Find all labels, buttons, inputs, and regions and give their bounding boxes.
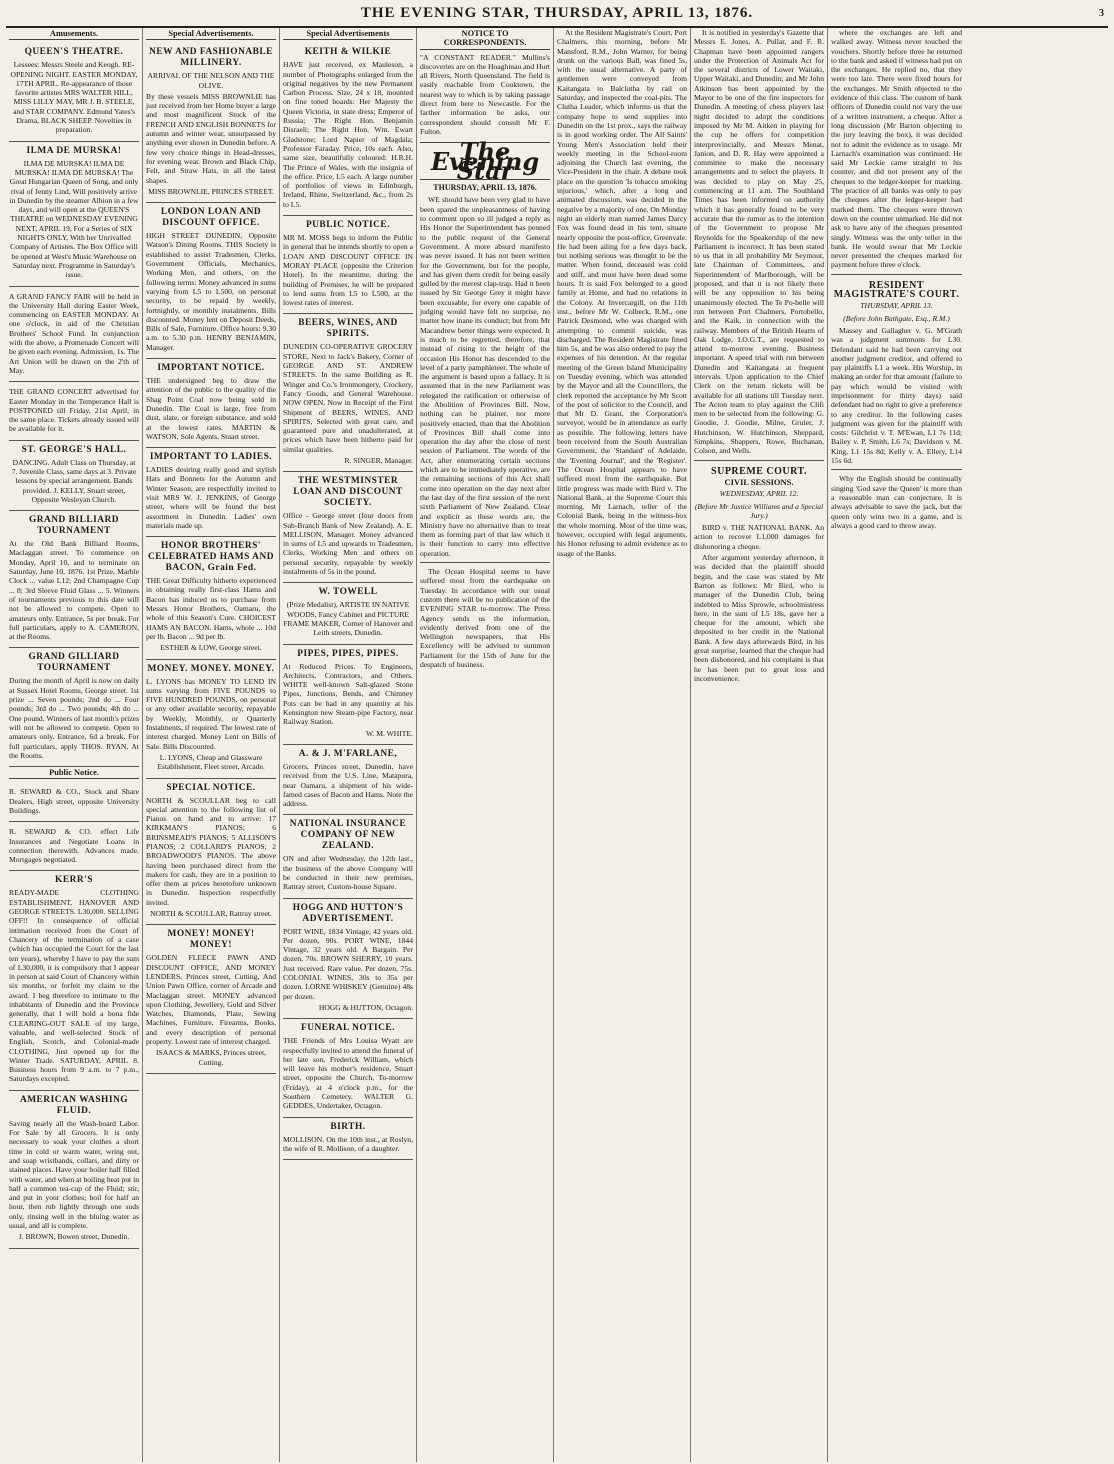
rm-court-report (831, 326, 962, 465)
article-body: Massey and Gallagher v. G. M'Grath was a judgment summons for L30. Defendant said he had been carrying out another judgment creditor, and offered to pay plaintiffs L1 a week. His Worship, in making an order for that amount (failure to pay which would be visited with imprisonment for thirty days) said defendant had no right to give a preference to any creditor. In the following cases judgment was given for the plaintiff with costs: Gilchrist v. T. M'Ewan, L1 7s 11d; Bailey v. P. Smith, L6 7s; Davidson v. M. King, L1 15s 8d; Kelly v. A. Ellery, L14 15s 6d. (831, 325, 962, 466)
article-body: It is notified in yesterday's Gazette that Messrs E. Jones, A. Pullar, and F. R. Chapman have been appointed rangers under the Protection of Animals Act for the several districts of Lower Waitaki, Upper Waitaki, and Dunedin; and Mr John Atkinson has been appointed by the Mayor to be one of the fire inspectors for Dunedin. A meeting of chess players last night decided to adopt the conditions imposed by Mr M. Aitken in playing for the cup he offers for competition interprovincially, and Messrs Menat, Janion, and D. R. Hay were appointed a committee to make the necessary arrangements and to select the players. It was decided to play on May 25, commencing at 11 a.m. The Southland Times has been informed on authority which it has generally found to be very accurate that the rumor as to the intention of the Government to propose Mr Reynolds for the Speakership of the new Parliament is incorrect. It has been stated to us that in all probability Mr Seymour, late Chairman of Committees, and Superintendent of Marlborough, will be proposed, and that it is not likely there will be any opposition to his being unanimously elected. The Te Po-belle will run between Port Chalmers, Portobello, and the Kaik, in connection with the railway. Members of the British Hearts of Oak Lodge, I.O.G.T., are requested to attend to-morrow evening. Business important. A speed trial with run between Dunedin and Kaitangata at frequent intervals. Upon application to the Chief Clerk on the return tickets will be available for all stations till Tuesday next. The Acton team to play against the Clifi men to be selected from the following: G. Goodie, J. Goodie, Milne, Gruler, J. Hutchinson, W. Hutchinson, Sheppard, Simpkins, Shappers, Rowe, Buchanan, Colson, and Wells. (694, 28, 824, 456)
ad-title: MONEY! MONEY! MONEY! (167, 929, 255, 951)
concert-ad (9, 382, 139, 440)
towell-ad (283, 583, 413, 644)
ad-body: MR M. MOSS begs to inform the Public in general that he intends shortly to open a LOAN AND DISCOUNT OFFICE IN MORAY PLACE (opposite the Criterion Hotel). In the meantime, during the building of Premises, he will be prepared to lend sums from L5 to L500, at the lowest rates of interest. (283, 233, 413, 308)
mfarlane-ad (283, 745, 413, 815)
masthead (6, 4, 1108, 28)
kerr-ad (9, 871, 139, 1090)
ladies-ad (146, 448, 276, 537)
ad-body: Grocers, Princes street, Dunedin, have received from the U.S. Line, Matapura, near Oamaru, a shipment of his wide-famed cases of Bacon and Hams. Note the address. (283, 761, 413, 809)
westminster-ad (283, 472, 413, 583)
column-4 (417, 28, 554, 1462)
st-georges-ad (9, 441, 139, 511)
local-news (694, 28, 824, 456)
ad-title: QUEEN'S THEATRE. (24, 47, 124, 58)
ad-sign: ISAACS & MARKS, Princes street, Cutting. (155, 1048, 267, 1067)
piano-ad (146, 779, 276, 926)
ad-sign: L. LYONS, Cheap and Glassware Establishment, Fleet street, Arcade. (157, 752, 265, 772)
section-title: SUPREME COURT. (711, 465, 807, 477)
ad-subtitle: ARRIVAL OF THE NELSON AND THE OLIVE. (147, 71, 275, 90)
birth-notice (283, 1118, 413, 1161)
masthead-title: THE EVENING STAR, THURSDAY, APRIL 13, 1876. (360, 5, 754, 21)
divider (420, 562, 550, 563)
ad-body: R. SEWARD & CO. effect Life Insurances and Negotiate Loans in connection therewith. Advances made. Mortgages negotiated. (9, 827, 139, 865)
seward-ad-2 (9, 822, 139, 871)
column-1 (6, 28, 143, 1462)
article-body: Why the English should be continually singing 'God save the Queen' is more than a reasonable man can conjecture. It is always advisable to save the jack, but the queen only wins two in a game, and is always a good card to throw away. (831, 474, 962, 530)
ad-title: LONDON LOAN AND DISCOUNT OFFICE. (160, 207, 262, 229)
ad-body: THE GRAND CONCERT advertised for Easter Monday in the Temperance Hall is POSTPONED till Friday, 21st April, in the same place. Tickets already issued will be available for it. (9, 387, 139, 434)
local-news (557, 28, 687, 558)
ad-body: R. SEWARD & CO., Stock and Share Dealers, High street, opposite University Buildings. (9, 787, 139, 815)
ad-title: KERR'S (55, 875, 93, 886)
hogg-hutton-ad (283, 899, 413, 1020)
article-body: At the Resident Magistrate's Court, Port Chalmers, this morning, before Mr Mansford, R.M., John Warner, for being drunk on the various Ball, was fined 5s, with the usual alternative. A party of gentlemen were conveyed from Kaitangata to Balclutha by rail on Saturday, and inspected the coal-pits. The Clutha Leader, which informs us that the company hope to send supplies into Dunedin on the 1st prox., says the railway is in good working order. The All Saints' Young Men's Association held their weekly meeting in the School-room adjoining the Church last evening, the Vice-President in the chair. A debate took place on the question 'Is tobacco smoking injurious,' which, after a long and animated discussion, was decided in the negative by a majority of one. On Monday night an elderly man named James Darcy Fox was found dead in his tent, situate nearly opposite the post-office, Greenvale. He had been ailing for a few days back, but nothing serious was thought to be the matter. When found, deceased was cold and stiff, and must have been dead some hours. It is said Fox belonged to a good family at Home, and had no relations in the Colony. At Invercargill, on the 11th inst., before Mr W. Colbeck, R.M., one Patrick Desmond, who was charged with attempting to commit suicide, was discharged. The Resident Magistrate fined him 5s, and he was also ordered to pay the expenses of his detention. At the regular meeting of the Green Island Municipality on Tuesday evening, which was attended by the Mayor and all the Councillors, the clerk reported the acceptance by Mr Scott of the post of solicitor to the Council, and that Mr D. Grant, the Corporation's surveyor, would be in attendance as early as possible. The following letters have been received from the South Australian Government, the 'Standard' of Adelaide, the 'Evening Journal', and the 'Register'. The Ocean Hospital appears to have suffered most from the earthquake. But little progress was made with Bird v. The National Bank, at the Supreme Court this morning. Mr Larnach, teller of the Colonial Bank, being in the witness-box the whole morning. Most of the time was, however, occupied with legal arguments, his Honor refusing to admit evidence as to usage of the Banks. (557, 28, 687, 558)
ad-title: NATIONAL INSURANCE COMPANY OF NEW ZEALAND. (289, 819, 407, 852)
page-number: 3 (1099, 8, 1104, 19)
session-judge: (Before Mr Justice Williams and a Special Jury.) (694, 501, 824, 520)
article-body: WE should have been very glad to have been spared the unpleasantness of having to comment upon so ill judged a reply as His Honor the Superintendent has penned to the public request of the General Government. A more absurd manifesto was never issued. It has not been written for the Government, but for the people, and has given them credit for being easily gulled by the merest clap-trap. Had it been issued by Sir George Grey it might have been excusable, for every one capable of judging would have felt no surprise, no matter how inane its conduct; but from Mr Macandrew better things were expected. It is much to be regretted, therefore, that instead of rising to the height of the occasion His Honor has descended to the level of a party pamphleteer. The whole of the argument is based upon a fallacy. It is assumed that in the new Parliament was relegated the ratification or otherwise of the Abolition of Provinces Bill. Now, nothing can be plainer, nor more positively enacted, than that the Abolition of Provinces Bill shall come into operation the day after the close of next session of Parliament. The words of the Act, after enumerating certain sections which are to be immediately operative, are the remaining sections of this Act shall come into operation on the day next after the last day of the first session of the next sixth Parliament of New Zealand. Clear and explicit as these words are, the Ministry have no alternative than to treat them as forming part of that law which it is their function to carry into effective operation. (420, 195, 550, 558)
leader-article (420, 195, 550, 669)
ad-title: IMPORTANT TO LADIES. (149, 452, 273, 463)
ad-body: (Prize Medalist), ARTISTE IN NATIVE WOODS, Fancy Cabinet and PICTURE FRAME MAKER, Corner of Hanover and Leith streets, Dunedin. (283, 600, 413, 638)
article-body: where the exchanges are left and walked away. Witness never touched the vouchers. Shortly before three he returned to the bank and asked if witness had put on the exchanges. He replied no, that they were too late. There were fixed hours for the exchanges. Mr Smith objected to the evidence of this class. The custom of bank officers of Dunedin could not vary the use of a written instrument, a cheque. After a long discussion (Mr Barton objecting to the jury leaving the box), it was decided not to admit the evidence as to usage. Mr Larnach's examination was continued: He said Mr Leckie came straight to his counter, and did not present any of the cheques to the ledger-keeper for marking. The practice of all banks was only to pay the cheques after the ledger-keeper had marked them. The cheques were thrown down on the counter unmarked. He did not ask to have any of the cheques presented singly. Witness was the only teller in the bank. He would swear that Mr Leckie never presented the cheques marked for payment before three o'clock. (831, 28, 962, 270)
ad-title: GRAND GILLIARD TOURNAMENT (28, 652, 120, 674)
dateline: THURSDAY, APRIL 13, 1876. (433, 183, 537, 193)
ad-body: A GRAND FANCY FAIR will be held in the University Hall during Easter Week, commencing on EASTER MONDAY. At one o'clock, in aid of the Christian Brothers' School Fund. In conjunction with the above, a Promenade Concert will be given each evening. Admission, 1s. The Art Union will be drawn on the 2'th of May. (9, 291, 139, 375)
ad-body: Office - George street (four doors from Sub-Branch Bank of New Zealand). A. E. MELLISON, Manager. Money advanced in sums of L5 and upwards to Tradesmen, Clerks, Working Men and others on personal security, repayable by weekly instalments of 5s in the pound. (283, 511, 413, 577)
ad-body: THE Friends of Mrs Louisa Wyatt are respectfully invited to attend the funeral of her late son, Frederick William, which will leave his mother's residence, Stuart street, opposite the Church, To-morrow (Friday), at 4 o'clock p.m., for the Southern Cemetery. WALTER G. GEDDES, Undertaker, Octagon. (283, 1036, 413, 1111)
funeral-notice (283, 1019, 413, 1117)
ad-body: L. LYONS has MONEY TO LEND IN sums varying from FIVE POUNDS to FIVE HUNDRED POUNDS, on personal or any other available security, repayable by Weekly, Monthly, or Quarterly Instalments, if required. The lowest rate of interest charged. Money Lent on Bills of Sale. Bills Discounted. (146, 676, 276, 751)
article-body: The Ocean Hospital seems to have suffered most from the earthquake on Tuesday. In accordance with our usual custom there will be no publication of the EVENING STAR to-morrow. The Press Agency sends us the information, evidently derived from one of the Wellington newspapers, that His Excellency will be advised to summon Parliament for the 15th of June for the despatch of business. (420, 567, 550, 669)
ad-body: At the Old Bank Billiard Rooms, Maclaggan street. To commence on Monday, April 10, and to terminate on Saturday, June 10, 1876. 1st Prize, Marble Clock ... value L12; 2nd Champagne Cup ... 8; 3rd Sleeve Fluid Glass ... 5. Winners of tournaments previous to this date will not be allowed to compete. Open to amateurs only. Entrance, 5s per break. For full particulars, apply to A. CAMERON, at the Rooms. (9, 539, 139, 642)
ad-body: MOLLISON. On the 10th inst., at Roslyn, the wife of R. Mollison, of a daughter. (283, 1134, 413, 1153)
column-5 (554, 28, 691, 1462)
national-insurance-ad (283, 815, 413, 898)
column-2 (143, 28, 280, 1462)
ad-body: THE Great Difficulty hitherto experienced in obtaining really first-class Hams and Bacon has induced us to purchase from Messrs Honor Brothers, Oamaru, the whole of this Season's Cure. CHOICEST HAMS AN BACON. Hams, whole ... 10d per lb. Bacon ... 9d per lb. (146, 576, 276, 641)
ad-title: PIPES, PIPES, PIPES. (297, 648, 399, 659)
coal-notice-ad (146, 359, 276, 448)
gilliard-ad (9, 648, 139, 767)
section-title: RESIDENT MAGISTRATE'S COURT. (833, 279, 960, 301)
ad-body: READY-MADE CLOTHING ESTABLISHMENT, HANOVER AND GEORGE STREETS. L30,000. SELLING OFF!! In consequence of official intimation received from the Court of Chancery of the termination of a case (which has occupied the Court for the last ten years), whereby I have to pay the sum of L30,000, it is compulsory that I appear in person at said Court of Chancery within six months, or forfeit my claim to the award. I beg therefore to intimate to the inhabitants of Dunedin and the Province generally, that I will hold a bona fide CLEARING-OUT SALE of my large, valuable, and well-selected Stock of English, Scotch, and Colonial-made CLOTHING, Just opened up for the Winter Trade. SATURDAY, APRIL 8. Business hours from 9 a.m. to 7 p.m., Saturdays excepted. (9, 888, 139, 1084)
billiard-ad (9, 511, 139, 648)
column-head: NOTICE TO CORRESPONDENTS. (420, 28, 550, 50)
ad-title: SPECIAL NOTICE. (166, 782, 256, 793)
ad-body: GOLDEN FLEECE PAWN AND DISCOUNT OFFICE, AND MONEY LENDERS, Princes street, Cutting, And Union Pawn Office, corner of Arcade and Maclaggan street. MONEY advanced upon Clothing, Jewellery, Gold and Silver Watches, Diamonds, Plate, Sewing Machines, Furniture, Firearms, Books, and every description of personal property. Lowest rate of interest charged. (146, 953, 276, 1047)
ad-title: NEW AND FASHIONABLE MILLINERY. (149, 47, 273, 69)
ad-title: PUBLIC NOTICE. (305, 220, 391, 231)
seward-ad (9, 782, 139, 822)
column-3 (280, 28, 417, 1462)
washing-fluid-ad (9, 1091, 139, 1249)
theatre-ad (9, 43, 139, 141)
ad-title: THE WESTMINSTER LOAN AND DISCOUNT SOCIETY. (293, 476, 403, 509)
column-6 (691, 28, 828, 1462)
ad-title: W. TOWELL (318, 587, 378, 598)
ad-body: NORTH & SCOULLAR beg to call special attention to the following list of Pianos on hand and to arrive: 17 KIRKMAN'S PIANOS; 6 BRINSMEAD'S PIANOS; 5 ALLISON'S PIANOS; 2 COLLARD'S PIANOS; 2 BROADWOOD'S PIANOS. The above having been purchased direct from the makers for cash, they are in a position to offer them at prices heretofore unknown in Dunedin. Inspection respectfully invited. (146, 795, 276, 907)
ad-body: By these vessels MISS BROWNLIE has just received from her Home buyer a large and most magnificent Stock of the FRENCH AND ENGLISH BONNETS for autumn and winter wear, unsurpassed by anything ever shown in Dunedin before. A few very choice things in Head-dresses, for evening wear. Brown and Black Chip, Felt, and Straw Hats, in all the latest shapes. (146, 91, 276, 185)
ad-body: ON and after Wednesday, the 12th last., the business of the above Company will be conducted in their new premises, Rattray street, Custom-house Square. (283, 854, 413, 892)
ad-body: At Reduced Prices. To Engineers, Architects, Contractors, and Others. WHITE well-known Salt-glazed Stone Pipes, Junctions, Bends, and Chimney Pots can be had in any quantity at his Kensington new Steam-pipe Factory, near Railway Station. (283, 661, 413, 727)
column-head: Public Notice. (9, 767, 139, 779)
ilma-ad (9, 142, 139, 287)
ad-body: DUNEDIN CO-OPERATIVE GROCERY STORE, Next to Jack's Bakery, Corner of GEORGE AND ST. ANDREW STREETS. In the same Building as R. Winger and Co.'s Ironmongery, Crockery, Fancy Goods, and General Warehouse. NOW OPEN. Now in Receipt of the First Shipment of BEERS, WINES, AND SPIRITS, Selected with great care, and guaranteed pure and unadulterated, at prices which have been hitherto paid for similar qualities. (283, 342, 413, 454)
case-title: BIRD v. THE NATIONAL BANK. An action to recover L1,000 damages for dishonoring a cheque. (694, 523, 824, 551)
ad-title: GRAND BILLIARD TOURNAMENT (28, 515, 120, 537)
ad-sign: HOGG & HUTTON, Octagon. (318, 1002, 413, 1012)
ad-body: During the month of April is now on daily at Sussex Hotel Rooms, George street. 1st prize ... Seven pounds; 2nd do ... Four pounds; 3rd do ... Two pounds; 4th do ... One pound. Winners of last month's prizes will not be allowed to compete. Open to amateurs only. Entrance, 6d a break. For full particulars, apply THOS. RYAN, At the Rooms. (9, 676, 139, 760)
ad-body: Lessees: Messrs Steele and Keogh. RE-OPENING NIGHT. EASTER MONDAY, 17TH APRIL. Re-appearance of those favorite artistes MRS WALTER HILL, MISS LILLY MAY, MR J. B. STEELE, and STAR COMPANY. Edmund Yates's Drama, BLACK SHEEP. Novelties in preparation. (10, 60, 138, 135)
ad-title: ILMA DE MURSKA! (26, 145, 122, 156)
fancy-fair-ad (9, 287, 139, 383)
newspaper-nameplate: The Evening Star (420, 142, 550, 180)
millinery-ad (146, 43, 276, 203)
article-body: After argument yesterday afternoon, it was decided that the plaintiff should begin, and the case was stated by Mr Barton as follows: Mr Bird, who is manager of the Dunedin Club, being indebted to Miss Sprowle, schoolmistress here, in the sum of L5 18s, gave her a cheque for the amount, which she deposited to her credit in the National Bank. A few days afterwards Bird, in his great surprise, learned that the cheque had been dishonored, and his complaint is that he has been put to great loss and inconvenience. (694, 553, 824, 683)
ad-title: MONEY. MONEY. MONEY. (147, 663, 275, 674)
hams-ad (146, 537, 276, 659)
ad-sign: MISS BROWNLIE, PRINCES STREET. (148, 186, 274, 196)
ad-body: LADIES desiring really good and stylish Hats and Bonnets for the Autumn and Winter Season, are respectfully invited to visit MRS W. J. JENKINS, of George street, where will be found the best assortment in Dunedin. Ladies' own materials made up. (146, 465, 276, 530)
ad-title: AMERICAN WASHING FLUID. (19, 1094, 129, 1116)
loan-office-ad (146, 203, 276, 359)
ad-sign: ESTHER & LOW, George street. (160, 643, 262, 653)
ad-sign: R. SINGER, Manager. (344, 455, 413, 465)
ad-title: FUNERAL NOTICE. (301, 1023, 395, 1034)
beers-ad (283, 314, 413, 472)
ad-sign: J. BROWN, Bowen street, Dunedin. (18, 1232, 130, 1242)
court-report-continued (831, 28, 962, 270)
ad-body: Saving nearly all the Wash-board Labor. For Sale by all Grocers. It is only necessary to soak your clothes a short time in cold or warm water, wring out, and soap wristbands, collars, and dirty or stained places. Have your boiler half filled with water, and when at boiling heat put in half a common tea-cup of the Fluid; stir, and put in your clothes; boil for half an hour, then rub lightly through one suds only, rinsing well in the bluing water as usual, and all is complete. (9, 1118, 139, 1230)
closing-paragraph (831, 474, 962, 530)
ad-title: HONOR BROTHERS' CELEBRATED HAMS AND BACON, Grain Fed. (147, 541, 274, 574)
ad-body: HIGH STREET DUNEDIN, Opposite Watson's Dining Rooms. THIS Society is established to assist Tradesmen, Clerks, Government Officials, Mechanics, Working Men, and others, on the following terms: Money advanced in sums varying from L5 to L500, on personal security, to be repaid by weekly, fortnightly, or monthly instalments. Bills discounted. Money lent on Deposit Deeds, Bills of Sale, Furniture. Office hours: 9.30 a.m. to 5.30 p.m. HENRY BENJAMIN, Manager. (146, 231, 276, 352)
column-head: Special Advertisements. (146, 28, 276, 40)
ad-body: HAVE just received, ex Mauleson, a number of Photographs enlarged from the original negatives by the new Permanent Carbon Process. Size, 24 x 18, mounted on fine toned boards: Her Majesty the Queen Victoria, in state dress; Emperor of Russia; The Right Hon. Benjamin Disraeli; The Right Hon. Wm. Ewart Gladstone; Lord Napier of Magdala; Professor Faraday. Price, 10s each. Also, same size, beautifully coloured: H.R.H. The Prince of Wales, with the insignia of the office. Price, L5 each. A large number of portfolios of views in Edinburgh, Ireland, Rhine, Switzerland, &c., from 2s to L5. (283, 60, 413, 209)
session-date: WEDNESDAY, APRIL 12. (719, 489, 799, 499)
correspondents-notice: "A CONSTANT READER." Mullins's discoveries are on the Hoaghinau and Hurt all Rivers, North Queensland. The field is easily reachable from Cooktown, the nearest way to which is by taking passage direct from here to Newcastle. For the farther information he asks, our correspondent should consult Mr F. Fulton. (420, 52, 550, 136)
session-judge: (Before John Bathgate, Esq., R.M.) (843, 313, 950, 323)
ad-title: ST. GEORGE'S HALL. (21, 444, 127, 455)
money-ad (146, 660, 276, 779)
session-date: THURSDAY, APRIL 13. (860, 301, 933, 311)
column-7 (828, 28, 965, 1462)
columns (6, 28, 1108, 1462)
divider (694, 460, 824, 461)
moss-notice-ad (283, 216, 413, 314)
ad-sign: NORTH & SCOULLAR, Rattray street. (150, 909, 272, 919)
ad-title: BIRTH. (330, 1121, 366, 1132)
pipes-ad (283, 645, 413, 745)
ad-sign: W. M. WHITE. (365, 728, 413, 738)
column-head: Special Advertisements (283, 28, 413, 40)
divider (831, 469, 962, 470)
ad-title: HOGG AND HUTTON'S ADVERTISEMENT. (292, 902, 404, 924)
ad-body: THE undersigned beg to draw the attention of the public to the quality of the Shag Point Coal now being sold in Dunedin. The Coal is large, free from dust, slate, or foreign substance, and sold at the lowest rates. MARTIN & WATSON, Sole Agents, Stuart street. (146, 376, 276, 441)
ad-body: ILMA DE MURSKA! ILMA DE MURSKA! ILMA DE MURSKA! The Great Hungarian Queen of Song, and only rival of Jenny Lind, Will positively arrive in Dunedin by the steamer Albion in a few days, and will open at the QUEEN'S THEATRE on WEDNESDAY EVENING NEXT, APRIL 19, For a Series of SIX NIGHTS ONLY, With her Unrivalled Company of Artistes. The Box Office will be opened at West's Music Warehouse on Saturday next. Programme in Saturday's issue. (9, 158, 139, 280)
ad-title: A. & J. M'FARLANE, (298, 748, 398, 759)
ad-title: IMPORTANT NOTICE. (157, 363, 265, 374)
ad-body: PORT WINE, 1834 Vintage, 42 years old. Per dozen, 90s. PORT WINE, 1844 Vintage, 32 years old. A Bargain. Per dozen, 70s. BROWN SHERRY, 10 years. Just received. Rare value. Per dozen, 75s. COLONIAL WINES, 30s to 35s per dozen. LORNE WHISKEY (Genuine) 48s per dozen. (283, 926, 413, 1001)
court-report (694, 523, 824, 683)
divider (831, 274, 962, 275)
ad-title: KEITH & WILKIE (304, 47, 392, 58)
keith-wilkie-ad (283, 43, 413, 216)
ad-body: DANCING. Adult Class on Thursday, at 7. Juvenile Class, same days at 3. Private lessons by special arrangement. Bands provided. J. KELLY, Stuart street, Opposite Wesleyan Church. (11, 457, 137, 504)
golden-fleece-ad (146, 925, 276, 1074)
column-head: Amusements. (9, 28, 139, 40)
section-subtitle: CIVIL SESSIONS. (724, 476, 794, 487)
ad-title: BEERS, WINES, AND SPIRITS. (298, 318, 398, 340)
